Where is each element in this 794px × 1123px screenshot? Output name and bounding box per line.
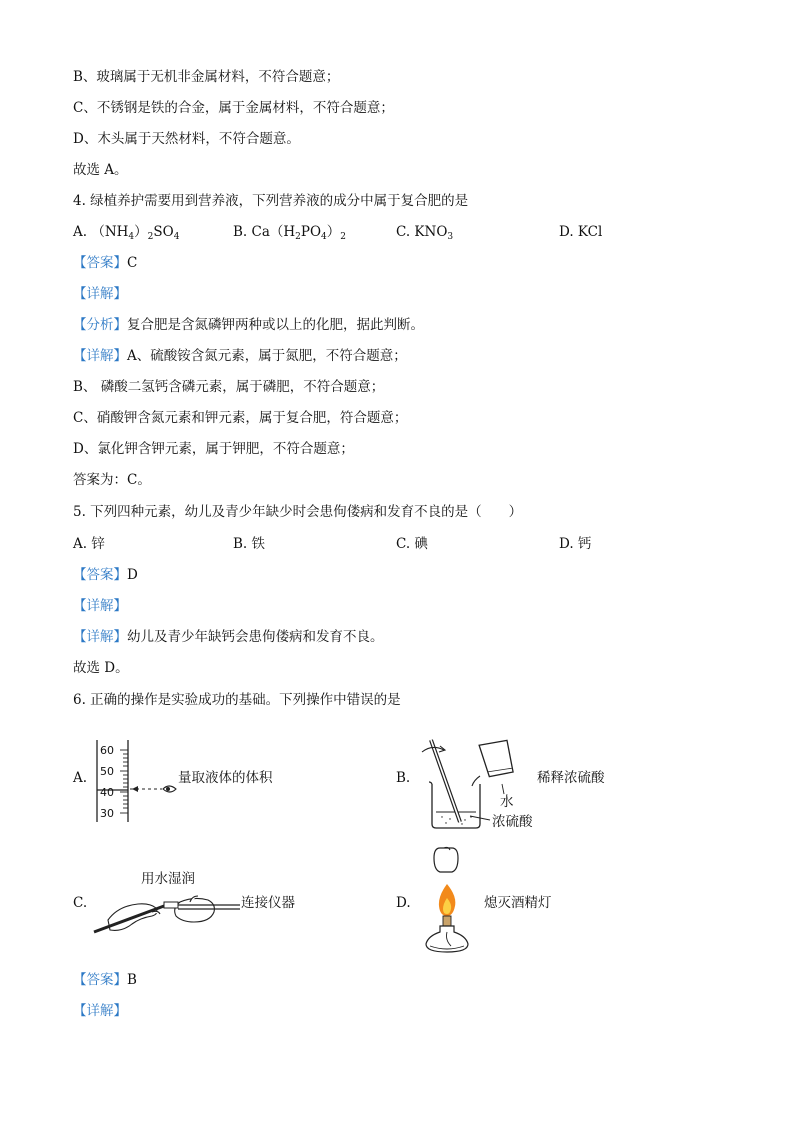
graduated-cylinder-figure xyxy=(92,738,182,826)
question-4-stem: 4. 绿植养护需要用到营养液，下列营养液的成分中属于复合肥的是 xyxy=(73,193,469,209)
text-line: 故选 A。 xyxy=(73,162,128,178)
question-6-stem: 6. 正确的操作是实验成功的基础。下列操作中错误的是 xyxy=(73,692,401,708)
q5-conclusion: 故选 D。 xyxy=(73,660,129,676)
q6-c-caption: 连接仪器 xyxy=(241,895,295,911)
q5-option-a: A. 锌 xyxy=(73,536,105,552)
q6-answer: 【答案】B xyxy=(73,972,137,988)
tick-label: 30 xyxy=(100,807,114,820)
q6-b-water-label: 水 xyxy=(500,794,514,810)
q5-option-b: B. 铁 xyxy=(233,536,266,552)
q4-conclusion: 答案为：C。 xyxy=(73,472,151,488)
q4-option-a: A. $(NH_4)_2SO_4$ xyxy=(73,224,180,242)
q6-option-d-label: D. xyxy=(396,895,411,911)
q4-option-d: D. KCl xyxy=(559,224,603,240)
q5-option-d: D. 钙 xyxy=(559,536,592,552)
q6-c-wet-label: 用水湿润 xyxy=(141,871,195,887)
q4-explain-c: C、硝酸钾含氮元素和钾元素，属于复合肥，符合题意； xyxy=(73,410,408,426)
q6-b-caption: 稀释浓硫酸 xyxy=(537,770,605,786)
q5-option-c: C. 碘 xyxy=(396,536,428,552)
eye-icon xyxy=(163,786,176,792)
q4-explain-a: 【详解】A、硫酸铵含氮元素，属于氮肥，不符合题意； xyxy=(73,348,407,364)
question-5-stem: 5. 下列四种元素，幼儿及青少年缺少时会患佝偻病和发育不良的是（ ） xyxy=(73,504,523,520)
q4-option-b: B. $Ca(H_2PO_4)_2$ xyxy=(233,224,347,242)
text-line: C、不锈钢是铁的合金，属于金属材料，不符合题意； xyxy=(73,100,394,116)
q6-detail-tag: 【详解】 xyxy=(73,1003,127,1019)
connecting-apparatus-figure xyxy=(90,880,240,940)
alcohol-lamp-icon xyxy=(426,916,468,952)
q5-detail-tag: 【详解】 xyxy=(73,598,127,614)
cup-icon xyxy=(472,737,517,786)
flame-icon xyxy=(439,884,455,916)
tick-label: 50 xyxy=(100,765,114,778)
q4-answer: 【答案】C xyxy=(73,255,138,271)
tick-label: 40 xyxy=(100,786,114,799)
q6-a-caption: 量取液体的体积 xyxy=(178,770,273,786)
q6-option-b-label: B. xyxy=(396,770,411,786)
q4-detail-tag: 【详解】 xyxy=(73,286,127,302)
q4-explain-d: D、氯化钾含钾元素，属于钾肥，不符合题意； xyxy=(73,441,354,457)
q4-analysis: 【分析】复合肥是含氮磷钾两种或以上的化肥，据此判断。 xyxy=(73,317,424,333)
text-line: D、木头属于天然材料，不符合题意。 xyxy=(73,131,300,147)
hand-icon xyxy=(108,896,214,930)
tick-label: 60 xyxy=(100,744,114,757)
q6-b-acid-label: 浓硫酸 xyxy=(492,814,533,830)
q6-option-a-label: A. xyxy=(73,770,88,786)
q4-explain-b: B、 磷酸二氢钙含磷元素，属于磷肥，不符合题意； xyxy=(73,379,385,395)
alcohol-lamp-figure xyxy=(418,846,478,958)
q5-answer: 【答案】D xyxy=(73,567,138,583)
lamp-cap-icon xyxy=(434,847,458,872)
q6-option-c-label: C. xyxy=(73,895,88,911)
text-line: B、玻璃属于无机非金属材料，不符合题意； xyxy=(73,69,340,85)
glass-rod-icon xyxy=(422,740,460,822)
q5-explain: 【详解】幼儿及青少年缺钙会患佝偻病和发育不良。 xyxy=(73,629,384,645)
q6-d-caption: 熄灭酒精灯 xyxy=(484,895,552,911)
q4-option-c: C. $KNO_3$ xyxy=(396,224,454,242)
